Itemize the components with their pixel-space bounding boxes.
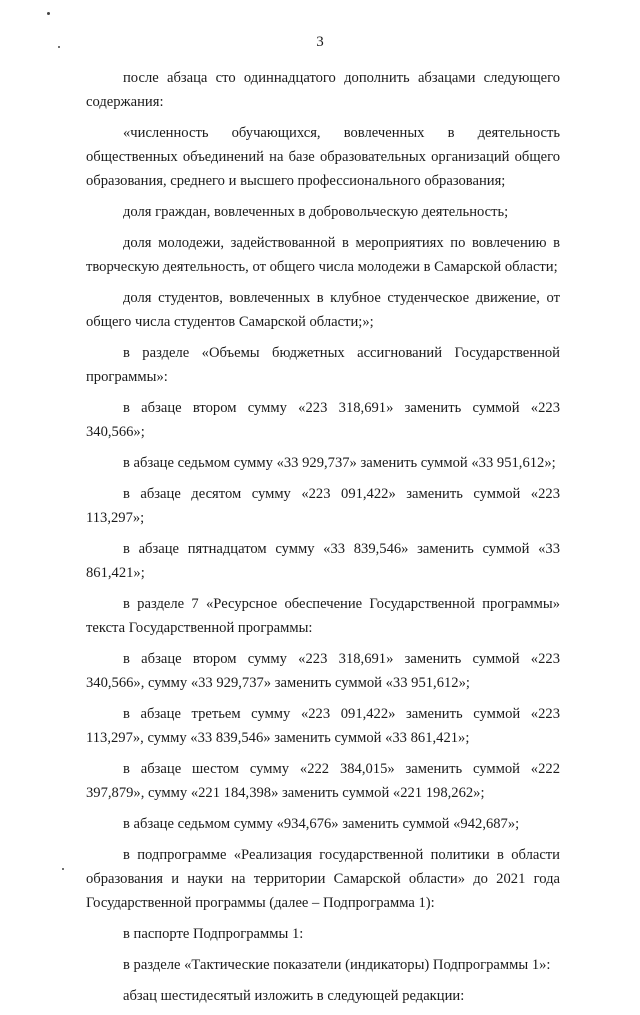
- paragraph: в разделе «Объемы бюджетных ассигнований Государственной программы»:: [86, 345, 560, 385]
- page-number: 3: [316, 34, 324, 50]
- paragraph: в разделе 7 «Ресурсное обеспечение Государственной программы» текста Государственной программы:: [86, 596, 560, 636]
- paragraph: в абзаце пятнадцатом сумму «33 839,546» заменить суммой «33 861,421»;: [86, 541, 560, 581]
- paragraph: в абзаце третьем сумму «223 091,422» заменить суммой «223 113,297», сумму «33 839,546» заменить суммой «33 861,421»;: [86, 706, 560, 746]
- paragraph: абзац шестидесятый изложить в следующей редакции:: [123, 988, 465, 1004]
- paragraph: в абзаце седьмом сумму «33 929,737» заменить суммой «33 951,612»;: [123, 455, 556, 471]
- paragraph: в разделе «Тактические показатели (индикаторы) Подпрограммы 1»:: [123, 957, 551, 973]
- paragraph: в подпрограмме «Реализация государственной политики в области образования и науки на территории Самарской области» до 2021 года Государственной программы (далее – Подпрограмма 1):: [86, 847, 560, 911]
- scan-speck: [62, 868, 64, 870]
- paragraph: доля молодежи, задействованной в мероприятиях по вовлечению в творческую деятельность, от общего числа молодежи в Самарской области;: [86, 235, 560, 275]
- paragraph: в абзаце десятом сумму «223 091,422» заменить суммой «223 113,297»;: [86, 486, 560, 526]
- scan-speck: [47, 12, 50, 15]
- paragraph: доля студентов, вовлеченных в клубное студенческое движение, от общего числа студентов Самарской области;»;: [86, 290, 560, 330]
- paragraph: после абзаца сто одиннадцатого дополнить абзацами следующего содержания:: [86, 70, 560, 110]
- paragraph: в паспорте Подпрограммы 1:: [123, 926, 304, 942]
- paragraph: доля граждан, вовлеченных в добровольческую деятельность;: [123, 204, 509, 220]
- document-body: [86, 66, 560, 1015]
- paragraph: «численность обучающихся, вовлеченных в деятельность общественных объединений на базе образовательных организаций общего образования, среднего и высшего профессионального образования;: [86, 125, 560, 189]
- paragraph: в абзаце втором сумму «223 318,691» заменить суммой «223 340,566»;: [86, 400, 560, 440]
- paragraph: в абзаце седьмом сумму «934,676» заменить суммой «942,687»;: [123, 816, 520, 832]
- paragraph: в абзаце шестом сумму «222 384,015» заменить суммой «222 397,879», сумму «221 184,398» заменить суммой «221 198,262»;: [86, 761, 560, 801]
- paragraph: в абзаце втором сумму «223 318,691» заменить суммой «223 340,566», сумму «33 929,737» заменить суммой «33 951,612»;: [86, 651, 560, 691]
